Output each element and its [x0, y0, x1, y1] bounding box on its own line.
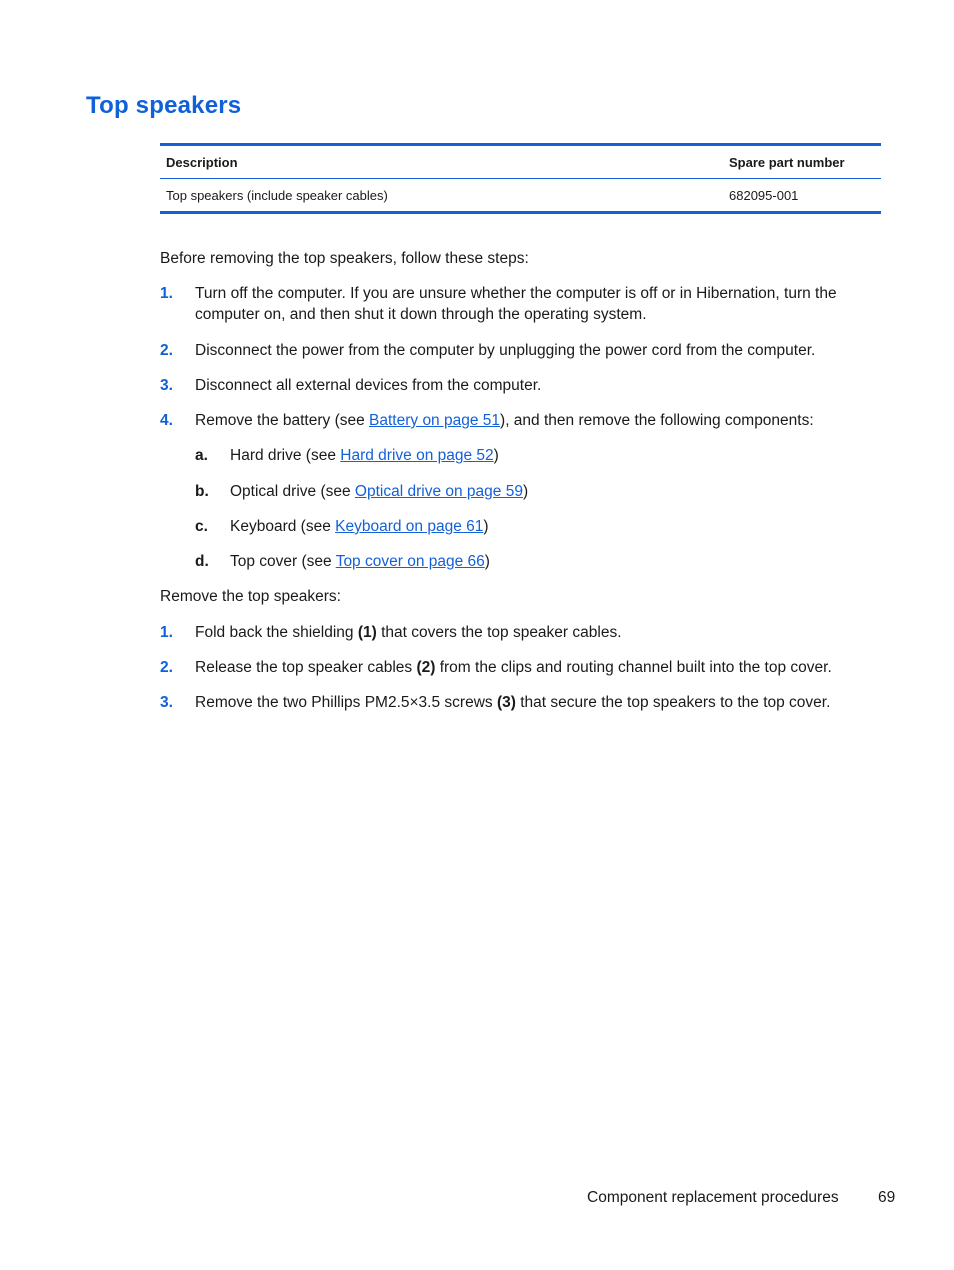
sub-step-letter: b. — [195, 483, 209, 500]
sub-step-letter: a. — [195, 447, 208, 464]
footer-page-number: 69 — [878, 1189, 896, 1206]
sub-step-text-after: ) — [484, 553, 490, 570]
step-text-after: ), and then remove the following components: — [500, 412, 814, 429]
top-cover-link[interactable]: Top cover on page 66 — [335, 553, 485, 570]
spare-parts-table — [160, 143, 881, 214]
step-number: 1. — [160, 285, 173, 302]
sub-step-text-before: Keyboard (see — [230, 518, 336, 535]
step-number: 2. — [160, 342, 173, 359]
step-text-after: from the clips and routing channel built into the top cover. — [435, 659, 832, 676]
step-number: 3. — [160, 694, 173, 711]
sub-step-text-after: ) — [493, 447, 499, 464]
step-text: Disconnect the power from the computer by unplugging the power cord from the computer. — [195, 342, 816, 359]
step-number: 1. — [160, 624, 173, 641]
optical-drive-link[interactable]: Optical drive on page 59 — [354, 483, 523, 500]
table-header-row — [160, 146, 881, 179]
step-number: 2. — [160, 659, 173, 676]
battery-link[interactable]: Battery on page 51 — [369, 412, 501, 429]
sub-step-text-before: Top cover (see — [230, 553, 336, 570]
cell-part-number: 682095-001 — [729, 187, 799, 203]
step-text-before: Release the top speaker cables — [195, 659, 417, 676]
keyboard-link[interactable]: Keyboard on page 61 — [335, 518, 484, 535]
step-text — [195, 410, 845, 431]
callout-label: (1) — [357, 624, 377, 641]
step-text: Disconnect all external devices from the computer. — [195, 377, 542, 394]
sub-step-text — [230, 516, 880, 537]
sub-step-text — [230, 551, 880, 572]
intro-paragraph: Before removing the top speakers, follow these steps: — [160, 250, 529, 267]
step-text-before: Remove the two Phillips PM2.5×3.5 screws — [195, 694, 497, 711]
step-text-after: that covers the top speaker cables. — [376, 624, 622, 641]
remove-intro-paragraph: Remove the top speakers: — [160, 588, 341, 605]
column-header-description: Description — [166, 154, 238, 170]
footer-section-title: Component replacement procedures — [587, 1189, 839, 1206]
step-text-after: that secure the top speakers to the top cover. — [515, 694, 831, 711]
step-text — [195, 657, 845, 678]
sub-step-text-after: ) — [483, 518, 489, 535]
step-text-before: Fold back the shielding — [195, 624, 358, 641]
sub-step-text-before: Optical drive (see — [230, 483, 355, 500]
table-row — [160, 179, 881, 211]
step-text — [195, 622, 845, 643]
sub-step-letter: c. — [195, 518, 208, 535]
hard-drive-link[interactable]: Hard drive on page 52 — [340, 447, 494, 464]
sub-step-text — [230, 481, 880, 502]
page-title: Top speakers — [86, 92, 242, 119]
callout-label: (3) — [496, 694, 516, 711]
sub-step-text-before: Hard drive (see — [230, 447, 341, 464]
step-number: 4. — [160, 412, 173, 429]
step-number: 3. — [160, 377, 173, 394]
cell-description: Top speakers (include speaker cables) — [166, 187, 388, 203]
sub-step-text-after: ) — [522, 483, 529, 500]
sub-step-letter: d. — [195, 553, 209, 570]
sub-step-text — [230, 445, 880, 466]
callout-label: (2) — [416, 659, 436, 676]
step-text: Turn off the computer. If you are unsure whether the computer is off or in Hibernation, turn the computer on, and then shut it down through the operating system. — [195, 285, 837, 323]
step-text — [195, 692, 845, 713]
step-text-before: Remove the battery (see — [195, 412, 370, 429]
column-header-part-number: Spare part number — [729, 154, 845, 170]
